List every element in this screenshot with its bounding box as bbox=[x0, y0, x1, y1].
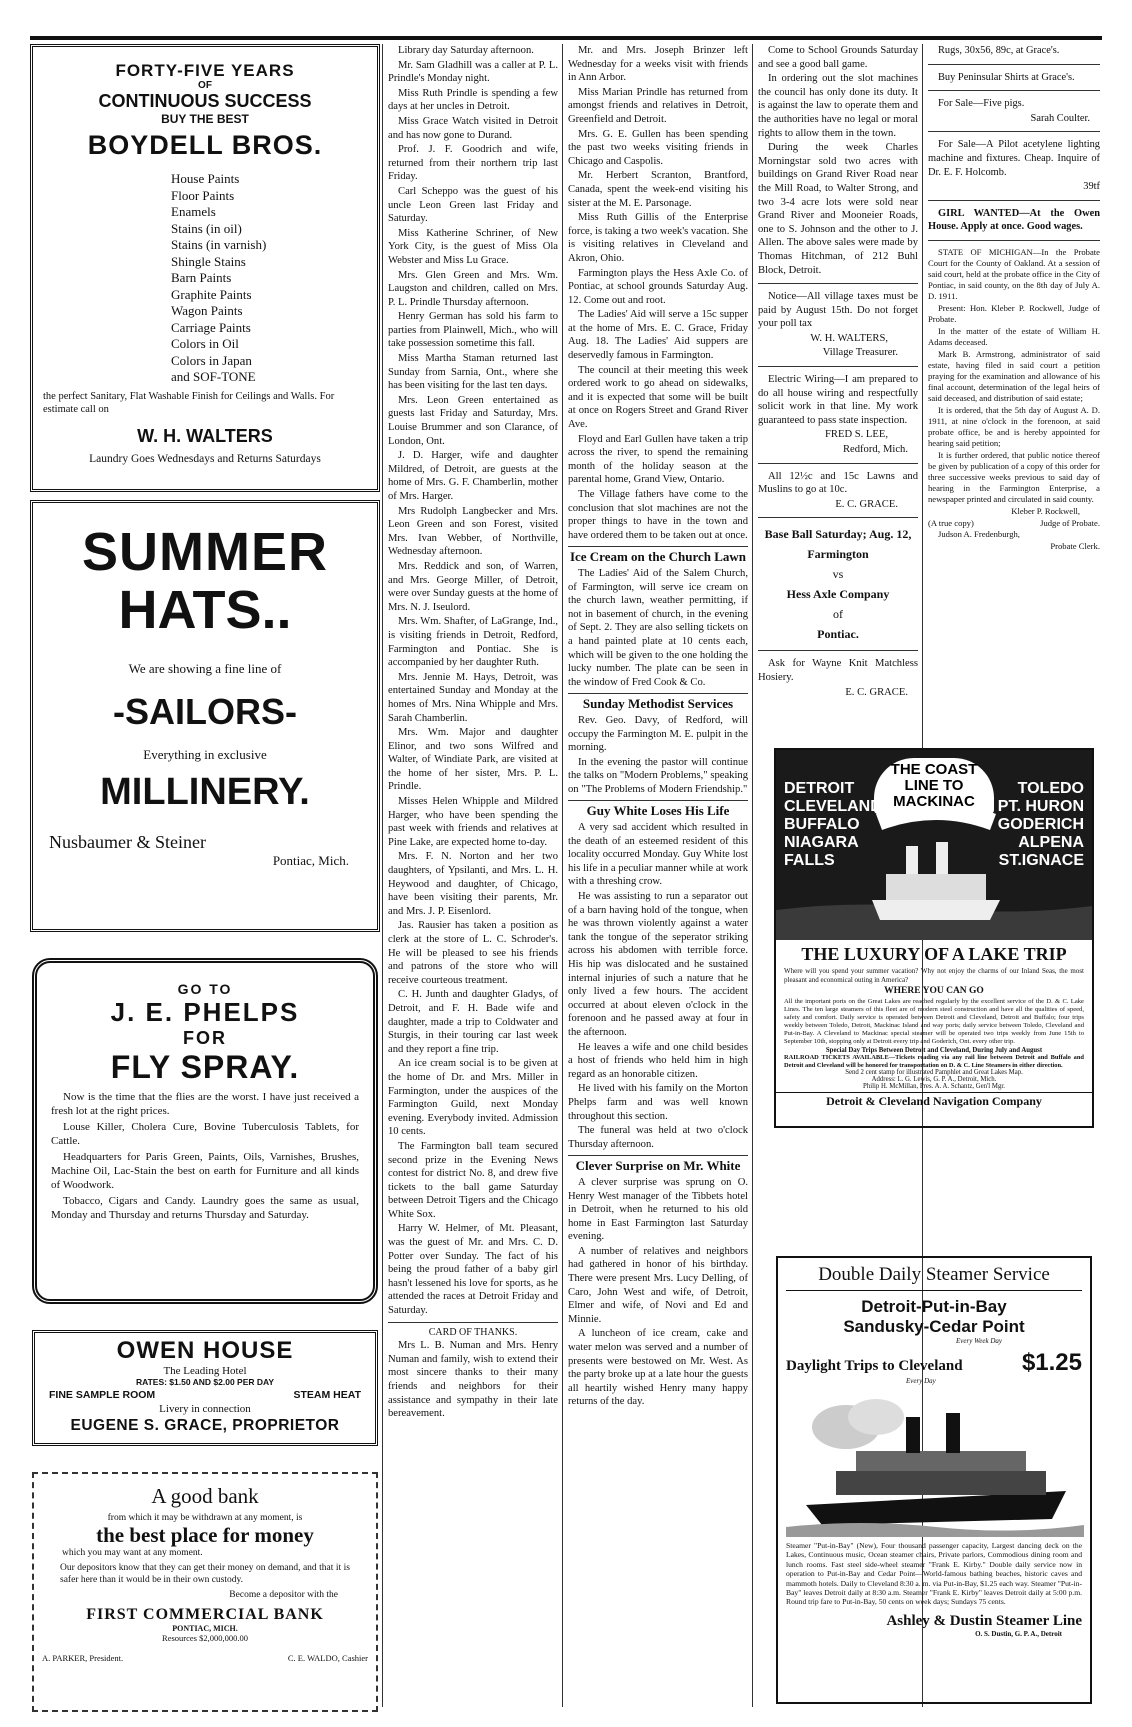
news-item: The funeral was held at two o'clock Thursday afternoon. bbox=[568, 1125, 748, 1150]
local-items bbox=[568, 44, 748, 542]
ad-brand: BOYDELL BROS. bbox=[87, 130, 323, 160]
ad-text: RAILROAD TICKETS AVAILABLE—Tickets reading via any rail line between Detroit and Buffalo and Detroit and Cleveland will be honored for transportation on D. & C. Line Steamers in either direction. bbox=[784, 1054, 1084, 1069]
probate-text: Probate Clerk. bbox=[1050, 540, 1100, 551]
news-item: Mrs. G. E. Gullen has been spending the past two weeks visiting friends in Chicago and Caspolis. bbox=[568, 128, 748, 167]
ad-headline: OWEN HOUSE bbox=[116, 1337, 294, 1364]
news-item: Mrs. Wm. Shafter, of LaGrange, Ind., is visiting friends in Detroit, Redford, Farmington and Pontiac. She is accompanied by her daughter Ruth. bbox=[388, 616, 558, 669]
notice-item: Electric Wiring—I am prepared to do all house wiring and respectfully solicit work in that line. My work guaranteed to pass state inspection. bbox=[758, 374, 918, 426]
hats-ad bbox=[30, 500, 380, 932]
news-item: Harry W. Helmer, of Mt. Pleasant, was the guest of Mr. and Mrs. C. D. Potter over Sunday. The fact of his being the proud father of a baby girl hasn't lessened his love for sports, as he attended the races at Detroit Friday and Saturday. bbox=[388, 1223, 558, 1317]
ad-headline: Sandusky-Cedar Point bbox=[843, 1317, 1025, 1336]
ad-headline: the best place for money bbox=[96, 1523, 314, 1547]
column-rule bbox=[382, 44, 383, 1707]
ad-headline: -SAILORS- bbox=[113, 691, 297, 732]
ad-text: Now is the time that the flies are the worst. I have just received a fresh lot at the right prices. bbox=[51, 1091, 359, 1117]
news-item: Mr. and Mrs. Joseph Brinzer left Wednesday for a weeks visit with friends in Ann Arbor. bbox=[568, 45, 748, 84]
news-item: Farmington plays the Hess Axle Co. of Pontiac, at school grounds Saturday Aug. 12. Come out and root. bbox=[568, 267, 748, 306]
port-name: ST.IGNACE bbox=[998, 852, 1084, 869]
paint-item: House Paints bbox=[171, 171, 240, 186]
ad-headline: HATS.. bbox=[118, 580, 292, 640]
ad-text: the perfect Sanitary, Flat Washable Finish for Ceilings and Walls. For estimate call on bbox=[43, 390, 335, 415]
signature: Village Treasurer. bbox=[822, 347, 898, 359]
news-item: Miss Ruth Gillis of the Enterprise force, is taking a two week's vacation. She is visiting relatives in Cleveland and Akron, Ohio. bbox=[568, 212, 748, 264]
paint-item: Stains (in varnish) bbox=[171, 237, 267, 252]
ad-text: FINE SAMPLE ROOM bbox=[49, 1389, 156, 1401]
paint-item: Wagon Paints bbox=[171, 303, 243, 318]
port-list bbox=[784, 780, 882, 870]
notice-item: Ask for Wayne Knit Matchless Hosiery. bbox=[758, 658, 918, 683]
ad-firm: Nusbaumer & Steiner bbox=[49, 832, 206, 852]
ad-text: Where will you spend your summer vacation? Why not enjoy the charms of our Inland Seas, the most pleasant and economical outing in America? bbox=[784, 967, 1084, 984]
notice-item: Notice—All village taxes must be paid by August 15th. Do not forget your poll tax bbox=[758, 291, 918, 330]
port-name: NIAGARA bbox=[784, 834, 859, 851]
news-item: The Ladies' Aid of the Salem Church, of Farmington, will serve ice cream on the church lawn, weather permitting, if not in basement of church, in the evening of Sept. 2. They are also selling tickets on a hand painted plate at 10 cents each, which will be given to the one holding the lucky number. The plate can be seen in the window of Fred Cook & Co. bbox=[568, 567, 748, 688]
news-item: Mrs. Glen Green and Mrs. Wm. Laugston and children, called on Mrs. P. L. Prindle Thursday afternoon. bbox=[388, 269, 558, 308]
news-column bbox=[758, 44, 918, 700]
section-title: CARD OF THANKS. bbox=[388, 1322, 558, 1340]
probate-text: (A true copy) bbox=[928, 517, 974, 528]
news-item: In ordering out the slot machines the council has only done its duty. It is against the law to operate them and the authorities have no legal or moral rights to allow them in the town. bbox=[758, 73, 918, 139]
notice-line: of bbox=[833, 607, 843, 622]
ad-text: All the important ports on the Great Lakes are reached regularly by the excellent service of the D. & C. Lake Lines. The ten large steamers of this fleet are of modern steel construction and have all the qualities of speed, safety and comfort. Daily service is operated between Detroit and Cleveland, Detroit and Buffalo; four trips weekly between Toledo, Detroit, Mackinac Island and way ports; daily service between Toledo, Cleveland and Put-in-Bay. A Cleveland to Mackinac special steamer will be operated two trips weekly from June 15th to September 10th, stopping only at Detroit every trip and Goderich, Ont. every other trip. bbox=[784, 998, 1084, 1045]
ad-text: PONTIAC, MICH. bbox=[172, 1624, 238, 1633]
local-items bbox=[388, 44, 558, 1318]
probate-text: Present: Hon. Kleber P. Rockwell, Judge of Probate. bbox=[928, 302, 1100, 324]
ad-text: Philip H. McMillan, Pres. A. A. Schantz, Gen'l Mgr. bbox=[863, 1083, 1005, 1091]
news-item: A luncheon of ice cream, cake and water melon was served and a number of presents were bestowed on Mr. West. As the party broke up at a late hour the guests all heartily wished Henry many happy returns of the day. bbox=[568, 1328, 748, 1408]
ad-headline: THE COAST LINE TO MACKINAC bbox=[874, 758, 994, 814]
ad-text: which you may want at any moment. bbox=[62, 1548, 203, 1558]
signature: Sarah Coulter. bbox=[1030, 112, 1090, 124]
news-item: The Ladies' Aid will serve a 15c supper at the home of Mrs. E. C. Grace, Friday Aug. 18. The Ladies' Aid suppers are deservedly famous in Farmington. bbox=[568, 309, 748, 362]
paint-list bbox=[171, 171, 367, 386]
news-item: Floyd and Earl Gullen have taken a trip across the river, to spend the remaining month of the holiday season at the parental home, Grand View, Ontario. bbox=[568, 433, 748, 486]
news-item: Mrs. Wm. Major and daughter Elinor, and two sons Wilfred and Walter, of Windiate Park, are visited at the home of her sister, Mrs. P. L. Prindle. bbox=[388, 727, 558, 793]
probate-text: It is further ordered, that public notice thereof be given by publication of a copy of this order for three successive weeks previous to said day of hearing in the Farmington Enterprise, a newspaper printed and circulated in said county. bbox=[928, 449, 1100, 504]
ad-text: The Leading Hotel bbox=[163, 1365, 247, 1377]
news-item: Mr. Sam Gladhill was a caller at P. L. Prindle's Monday night. bbox=[388, 59, 558, 85]
port-name: BUFFALO bbox=[784, 816, 860, 833]
bank-ad bbox=[32, 1472, 378, 1712]
port-name: PT. HURON bbox=[997, 798, 1084, 815]
probate-text: Judge of Probate. bbox=[1040, 517, 1100, 528]
boydell-ad bbox=[30, 44, 380, 492]
ad-text: Pontiac, Mich. bbox=[272, 853, 349, 868]
news-item: Rev. Geo. Davy, of Redford, will occupy the Farmington M. E. pulpit in the morning. bbox=[568, 714, 748, 754]
news-item: During the week Charles Morningstar sold two acres with buildings on Grand River Road near the Mill Road, to Walter Strong, and two 3-4 acre lots were sold near Grand River and Mooneier Roads, one to S. Johnson and the other to J. Allen. The above sales were made by Thomas Hitchman, of 212 Buhl Block, Detroit. bbox=[758, 142, 918, 276]
ad-headline: BUY THE BEST bbox=[161, 112, 249, 126]
notice-line: Base Ball Saturday; Aug. 12, bbox=[764, 527, 912, 542]
news-item: Carl Scheppo was the guest of his uncle Leon Green last Friday and Saturday. bbox=[388, 185, 558, 225]
news-item: Mrs. Reddick and son, of Warren, and Mrs. George Miller, of Detroit, were over Sunday guests at the home of Mrs. N. J. Iseulord. bbox=[388, 560, 558, 613]
bank-name: FIRST COMMERCIAL BANK bbox=[86, 1606, 324, 1623]
phelps-ad bbox=[32, 958, 378, 1304]
news-item: In the evening the pastor will continue the talks on "Modern Problems," speaking on "The Problems of Modern Friendship." bbox=[568, 756, 748, 795]
news-item: Mrs. F. N. Norton and her two daughters, of Ypsilanti, and Mrs. L. H. Heywood and daughter, of Chicago, have been visiting their parents, Mr. and Mrs. J. P. Eisenlord. bbox=[388, 851, 558, 917]
news-item: Library day Saturday afternoon. bbox=[398, 45, 534, 56]
news-item: Miss Grace Watch visited in Detroit and has now gone to Durand. bbox=[388, 115, 558, 141]
ad-text: O. S. Dustin, G. P. A., Detroit bbox=[975, 1629, 1062, 1638]
port-name: CLEVELAND bbox=[784, 798, 882, 815]
company-name: Ashley & Dustin Steamer Line bbox=[886, 1612, 1082, 1629]
ad-text: C. E. WALDO, Cashier bbox=[287, 1653, 368, 1663]
notice-line: Farmington bbox=[807, 547, 869, 562]
ad-text: Send 2 cent stamp for illustrated Pamphlet and Great Lakes Map. bbox=[845, 1069, 1023, 1077]
notice-line: Pontiac. bbox=[817, 627, 859, 642]
port-list bbox=[998, 780, 1084, 870]
news-item: Misses Helen Whipple and Mildred Harger, who have been spending the past week with friends and relatives at Pine Lake, are expected home to-day. bbox=[388, 796, 558, 848]
news-item: The Farmington ball team secured second prize in the Evening News contest for district No. 8, and drew five tickets to the ball game Saturday between Detroit Tigers and the Chicago White Sox. bbox=[388, 1140, 558, 1220]
paint-item: Barn Paints bbox=[171, 270, 232, 285]
ad-text: Everything in exclusive bbox=[143, 747, 267, 762]
paint-item: and SOF-TONE bbox=[171, 369, 256, 384]
paint-item: Colors in Japan bbox=[171, 352, 252, 368]
ad-headline: SUMMER bbox=[82, 522, 328, 582]
news-item: Mrs Rudolph Langbecker and Mrs. Leon Green and son Forest, visited Mrs. Ivan Webber, of Northville, Wednesday afternoon. bbox=[388, 505, 558, 558]
news-item: Prof. J. F. Goodrich and wife, returned from their northern trip last Friday. bbox=[388, 144, 558, 183]
signature: Redford, Mich. bbox=[842, 444, 908, 456]
port-name: GODERICH bbox=[997, 816, 1084, 833]
port-name: TOLEDO bbox=[1017, 780, 1084, 797]
ad-headline: THE LUXURY OF A LAKE TRIP bbox=[801, 944, 1067, 964]
ad-text: Tobacco, Cigars and Candy. Laundry goes the same as usual, Monday and Thursday and returns Thursday and Saturday. bbox=[51, 1195, 359, 1221]
company-name: Detroit & Cleveland Navigation Company bbox=[776, 1092, 1092, 1109]
ad-text: Livery in connection bbox=[159, 1403, 251, 1415]
ad-headline: A good bank bbox=[151, 1484, 259, 1508]
ad-text: RATES: $1.50 AND $2.00 PER DAY bbox=[135, 1377, 275, 1387]
news-item: Miss Martha Staman returned last Sunday from Sarnia, Ont., where she has been visiting for the last ten days. bbox=[388, 353, 558, 392]
ad-headline: Double Daily Steamer Service bbox=[786, 1264, 1082, 1291]
ad-code: 39tf bbox=[1083, 181, 1100, 193]
news-item: The council at their meeting this week ordered work to go ahead on sidewalks, and it is expected that some will be built at once on Rogers Street and Grand River Ave. bbox=[568, 364, 748, 431]
classified-item: GIRL WANTED—At the Owen House. Apply at once. Good wages. bbox=[928, 207, 1100, 233]
paint-item: Graphite Paints bbox=[171, 286, 252, 302]
steamer-service-ad bbox=[776, 1256, 1092, 1704]
baseball-notice bbox=[758, 524, 918, 644]
ad-headline: CONTINUOUS SUCCESS bbox=[98, 91, 312, 111]
news-item: A clever surprise was sprung on O. Henry West manager of the Tibbets hotel in Detroit, when he returned to his old home in East Farmington last Saturday evening. bbox=[568, 1176, 748, 1243]
ad-text: from which it may be withdrawn at any moment, is bbox=[107, 1513, 303, 1523]
ad-headline: Detroit-Put-in-Bay bbox=[861, 1297, 1007, 1316]
probate-text: STATE OF MICHIGAN—In the Probate Court for the County of Oakland. At a session of said court, held at the probate office in the City of Pontiac, in said county, on the 8th day of July A. D. 1911. bbox=[928, 246, 1100, 301]
news-item: Mrs. Leon Green entertained as guests last Friday and Saturday, Mrs. Louise Brummer and son Clarance, of London, Ont. bbox=[388, 394, 558, 447]
ad-text: Special Day Trips Between Detroit and Cleveland, During July and August bbox=[825, 1047, 1043, 1054]
article-headline: Clever Surprise on Mr. White bbox=[568, 1155, 748, 1173]
ad-owner: EUGENE S. GRACE, PROPRIETOR bbox=[70, 1417, 340, 1434]
signature: Kleber P. Rockwell, bbox=[1011, 505, 1080, 516]
paint-item: Shingle Stains bbox=[171, 253, 246, 269]
ad-headline: J. E. PHELPS bbox=[110, 997, 300, 1027]
signature: FRED S. LEE, bbox=[825, 429, 888, 441]
classified-item: For Sale—Five pigs. bbox=[938, 98, 1025, 110]
steamer-illustration bbox=[786, 1387, 1084, 1537]
ad-text: Address: L. G. Lewis, G. P. A., Detroit, Mich. bbox=[871, 1076, 997, 1084]
news-item: Henry German has sold his farm to parties from Plainwell, Mich., who will take possession sometime this fall. bbox=[388, 311, 558, 350]
paint-item: Enamels bbox=[171, 204, 216, 219]
ad-text: Our depositors know that they can get their money on demand, and that it is safer here than it would be in their own custody. bbox=[60, 1563, 350, 1585]
ad-text: Headquarters for Paris Green, Paints, Oils, Varnishes, Brushes, Machine Oil, Lac-Stain the best on earth for Furniture and all kinds of Woodwork. bbox=[51, 1151, 359, 1191]
news-item: He was assisting to run a separator out of a barn having hold of the tongue, when he was thrown violently against a water tank the tongue of the seperator striking across his abdomen with terrible force. His hip was dislocated and he sustained internal injuries of such a nature that he only lived a few hours. The accident occurred at about eleven o'clock in the forenoon and he passed away at four in the afternoon. bbox=[568, 891, 748, 1038]
column-rule bbox=[752, 44, 753, 1707]
ad-headline: MILLINERY. bbox=[100, 771, 310, 813]
ad-headline: Daylight Trips to Cleveland bbox=[786, 1358, 963, 1374]
news-item: J. D. Harger, wife and daughter Mildred, of Detroit, are guests at the home of Mrs. G. F. Chamberlin, mother of Mrs. Harger. bbox=[388, 450, 558, 502]
article-headline: Ice Cream on the Church Lawn bbox=[568, 546, 748, 564]
notice-line: vs bbox=[832, 567, 844, 582]
ad-headline: OF bbox=[198, 80, 212, 91]
news-item: A very sad accident which resulted in the death of an esteemed resident of this locality occurred Monday. Guy White lost his life in a peculiar manner while at work with a threshing crow. bbox=[568, 822, 748, 888]
news-item: The Village fathers have come to the conclusion that slot machines are not the proper things to have in the town and have ordered them to be taken out at once. bbox=[568, 489, 748, 541]
classified-item: Rugs, 30x56, 89c, at Grace's. bbox=[938, 45, 1060, 56]
classified-item: Buy Peninsular Shirts at Grace's. bbox=[938, 71, 1075, 83]
owen-house-ad bbox=[32, 1330, 378, 1446]
ad-text: Resources $2,000,000.00 bbox=[162, 1633, 248, 1643]
news-column bbox=[388, 44, 558, 1422]
news-item: Jas. Rausier has taken a position as clerk at the store of L. C. Schroder's. He will be pleased to see his friends and patrons of the store who will receive courteous treatment. bbox=[388, 920, 558, 986]
port-name: DETROIT bbox=[784, 780, 855, 797]
article-headline: Sunday Methodist Services bbox=[568, 693, 748, 711]
news-item: A number of relatives and neighbors had gathered in honor of his birthday. There were present Mrs. Lucy Delling, of Caro, John West and wife, of Detroit, Elmer and wife, of Novi and Ed and Minnie. bbox=[568, 1245, 748, 1325]
news-item: An ice cream social is to be given at the home of Dr. and Mrs. Miller in Farmington, under the auspices of the Farmington Guild, next Monday evening. Everybody invited. Admission 10 cents. bbox=[388, 1058, 558, 1138]
ad-text: Every Week Day bbox=[956, 1337, 1002, 1345]
ad-headline: FOR bbox=[183, 1028, 227, 1048]
news-item: Miss Ruth Prindle is spending a few days at her uncles in Detroit. bbox=[388, 87, 558, 113]
ad-headline: FLY SPRAY. bbox=[110, 1049, 300, 1085]
news-item: Mr. Herbert Scranton, Brantford, Canada, spent the week-end visiting his sister at the M. E. Parsonage. bbox=[568, 170, 748, 209]
ad-headline: GO TO bbox=[177, 981, 233, 997]
top-rule bbox=[30, 36, 1102, 40]
news-column bbox=[568, 44, 748, 1410]
news-item: Miss Katherine Schriner, of New York City, is the guest of Miss Ola Webster and Miss Lu Grace. bbox=[388, 227, 558, 266]
port-name: ALPENA bbox=[1018, 834, 1084, 851]
ad-text: Steamer "Put-in-Bay" (New), Four thousand passenger capacity, Largest dancing deck on the Lakes, Continuous music, Ocean steamer chairs, Private parlors, Commodious dining room and lunch rooms. Fast steel side-wheel steamer "Frank E. Kirby." Double daily service now in operation to Put-in-Bay and Cedar Point—World-famous bathing beaches, historic caves and mammoth hotels. Daily to Cleveland 8:30 a. m. via Put-in-Bay, $1.25 each way. Steamer "Put-in-Bay" leaves Detroit daily at 8:30 a.m. Steamer "Frank E. Kirby" leaves Detroit daily at 5:00 p.m. Round trip fare to Put-in-Bay, 50 cents on week days; Sundays 75 cents. bbox=[786, 1541, 1082, 1607]
ad-headline: FORTY-FIVE YEARS bbox=[115, 61, 295, 80]
paint-item: Floor Paints bbox=[171, 187, 235, 203]
news-item: Mrs L. B. Numan and Mrs. Henry Numan and family, wish to extend their most sincere thanks to their many friends and neighbors for their assistance and sympathy in their late bereavement. bbox=[388, 1340, 558, 1420]
news-item: He lived with his family on the Morton Phelps farm and was well known throughout this section. bbox=[568, 1083, 748, 1122]
column-rule bbox=[562, 44, 563, 1707]
price: $1.25 bbox=[1021, 1349, 1082, 1376]
news-item: Miss Marian Prindle has returned from amongst friends and relatives in Detroit, Greenfield and Detroit. bbox=[568, 86, 748, 125]
notice-line: Hess Axle Company bbox=[786, 587, 890, 602]
signature: W. H. WALTERS, bbox=[810, 332, 888, 344]
ad-subhead: WHERE YOU CAN GO bbox=[884, 986, 984, 996]
classified-column bbox=[928, 44, 1100, 553]
news-item: C. H. Junth and daughter Gladys, of Detroit, and F. H. Bade wife and daughter, made a trip to Coldwater and Sturgis, in their touring car last week and they report a fine trip. bbox=[388, 989, 558, 1055]
news-item: He leaves a wife and one child besides a host of friends who held him in high regard as an honorable citizen. bbox=[568, 1041, 748, 1080]
notice-item: All 12½c and 15c Lawns and Muslins to go at 10c. bbox=[758, 470, 918, 496]
paint-item: Colors in Oil bbox=[171, 336, 239, 351]
probate-text: Mark B. Armstrong, administrator of said estate, having filed in said court a petition praying for the examination and allowance of his final account, determination of the legal heirs of said deceased, and distribution of said estate; bbox=[928, 348, 1100, 403]
signature: E. C. GRACE. bbox=[845, 686, 908, 698]
signature: E. C. GRACE. bbox=[835, 498, 898, 510]
probate-notice bbox=[928, 247, 1100, 505]
article-headline: Guy White Loses His Life bbox=[568, 800, 748, 818]
probate-text: It is ordered, that the 5th day of August A. D. 1911, at nine o'clock in the forenoon, at said probate office, be and is hereby appointed for hearing said petition; bbox=[928, 404, 1100, 448]
coast-line-ad bbox=[774, 748, 1094, 1128]
ad-text: Become a depositor with the bbox=[229, 1590, 338, 1600]
paint-item: Carriage Paints bbox=[171, 319, 251, 335]
ad-text: Louse Killer, Cholera Cure, Bovine Tuberculosis Tablets, for Cattle. bbox=[51, 1121, 359, 1147]
ad-text: Every Day bbox=[906, 1377, 936, 1385]
probate-text: In the matter of the estate of William H. Adams deceased. bbox=[928, 325, 1100, 347]
ad-text: We are showing a fine line of bbox=[128, 661, 282, 676]
dealer-name: W. H. WALTERS bbox=[137, 425, 273, 446]
classified-item: For Sale—A Pilot acetylene lighting machine and fixtures. Cheap. Inquire of Dr. E. F. Holcomb. bbox=[928, 139, 1100, 178]
port-name: FALLS bbox=[784, 852, 835, 869]
probate-text: Judson A. Fredenburgh, bbox=[938, 528, 1020, 539]
news-item: Come to School Grounds Saturday and see a good ball game. bbox=[758, 45, 918, 70]
ad-text: A. PARKER, President. bbox=[42, 1653, 124, 1663]
ad-text: Laundry Goes Wednesdays and Returns Saturdays bbox=[89, 452, 321, 465]
ad-text: STEAM HEAT bbox=[293, 1389, 361, 1401]
news-item: Mrs. Jennie M. Hays, Detroit, was entertained Sunday and Monday at the homes of Mrs. Nina Whipple and Mrs. Sarah Chamberlin. bbox=[388, 671, 558, 724]
paint-item: Stains (in oil) bbox=[171, 220, 242, 236]
